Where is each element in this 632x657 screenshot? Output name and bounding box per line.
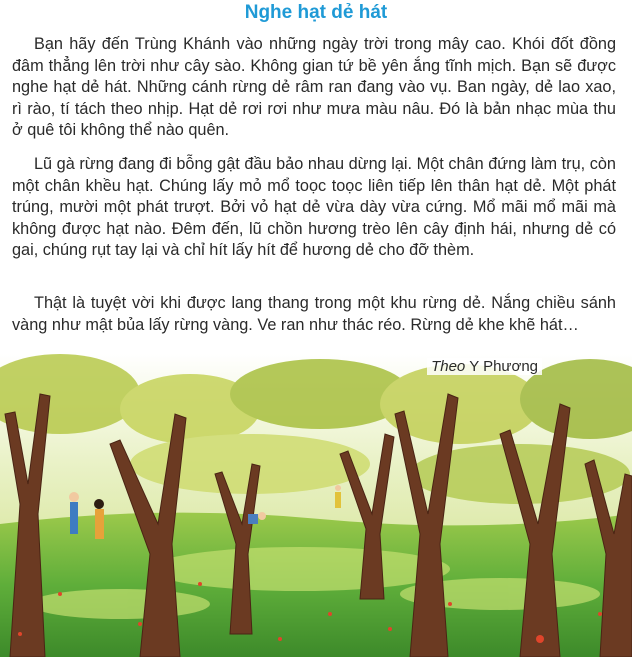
paragraph-3: Thật là tuyệt vời khi được lang thang trong một khu rừng dẻ. Nắng chiều sánh vàng như mật bủa lấy rừng vàng. Ve ran như thác réo. Rừng dẻ khe khẽ hát…: [12, 294, 616, 334]
chestnut-forest-illustration: [0, 354, 632, 657]
source-prefix: Theo: [431, 358, 466, 375]
source-author: Y Phương: [469, 358, 538, 375]
paragraph-1: Bạn hãy đến Trùng Khánh vào những ngày trời trong mây cao. Khói đốt đồng đâm thẳng lên trời như cây sào. Không gian tứ bề yên ắng tĩnh mịch. Bạn sẽ được nghe hạt dẻ hát. Những cánh rừng dẻ râm ran đang vào vụ. Ban ngày, dẻ lao xao, rì rào, tí tách theo nhịp. Hạt dẻ rơi rơi như mưa màu nâu. Đó là bản nhạc mùa thu ở quê tôi không thể nào quên.: [12, 35, 616, 139]
paragraph-2: Lũ gà rừng đang đi bỗng gật đầu bảo nhau dừng lại. Một chân đứng làm trụ, còn một chân khều hạt. Chúng lấy mỏ mổ toọc toọc liên tiếp lên thân hạt dẻ. Một phát trúng, mười một phát trượt. Bởi vỏ hạt dẻ vừa dày vừa cứng. Mổ mãi mổ mãi mà không được hạt nào. Đêm đến, lũ chồn hương trèo lên cây định hái, nhưng dẻ có gai, chúng rụt tay lại và chỉ hít lấy hít để hương dẻ cho đỡ thèm.: [12, 155, 616, 259]
source-attribution: [427, 358, 542, 375]
page-title: Nghe hạt dẻ hát: [244, 2, 388, 23]
